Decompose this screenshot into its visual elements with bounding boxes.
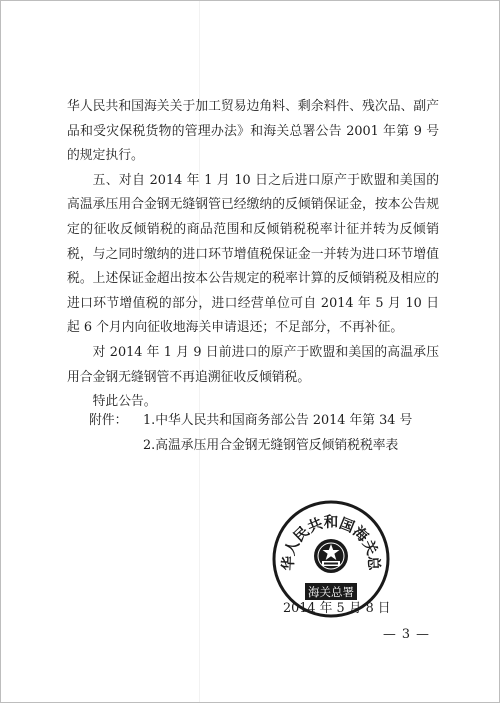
page-number: — 3 — <box>383 627 430 642</box>
attachments-label: 附件： <box>89 413 128 428</box>
national-emblem-icon <box>314 539 348 573</box>
svg-text:海关总署: 海关总署 <box>308 585 354 599</box>
svg-text:中华人民共和国海关总署: 华人民共和国海关总 <box>279 514 383 571</box>
paragraph-closing: 特此公告。 <box>92 394 157 410</box>
attachments-block <box>89 409 412 458</box>
paragraph-continuation: 华人民共和国海关关于加工贸易边角料、剩余料件、残次品、副产品和受灾保税货物的管理办法》和海关总署公告 2001 年第 9 号的规定执行。 <box>67 99 439 164</box>
attachment-item-1: 1.中华人民共和国商务部公告 2014 年第 34 号 <box>143 413 413 428</box>
document-body <box>67 95 439 415</box>
paragraph-no-retroactive: 对 2014 年 1 月 9 日前进口的原产于欧盟和美国的高温承压用合金钢无缝钢管不再追溯征收反倾销税。 <box>67 344 439 385</box>
issue-date: 2014 年 5 月 8 日 <box>283 601 391 616</box>
paragraph-item-five: 五、对自 2014 年 1 月 10 日之后进口原产于欧盟和美国的高温承压用合金钢无缝钢管已经缴纳的反倾销保证金，按本公告规定的征收反倾销税的商品范围和反倾销税税率计征并转为反倾销税，与之同时缴纳的进口环节增值税保证金一并转为进口环节增值税。上述保证金超出按本公告规定的税率计算的反倾销税及相应的进口环节增值税的部分，进口经营单位可自 2014 年 5 月 10 日起 6 个月内向征收地海关申请退还；不足部分，不再补征。 <box>67 172 439 336</box>
attachment-item-2: 2.高温承压用合金钢无缝钢管反倾销税税率表 <box>143 437 399 453</box>
